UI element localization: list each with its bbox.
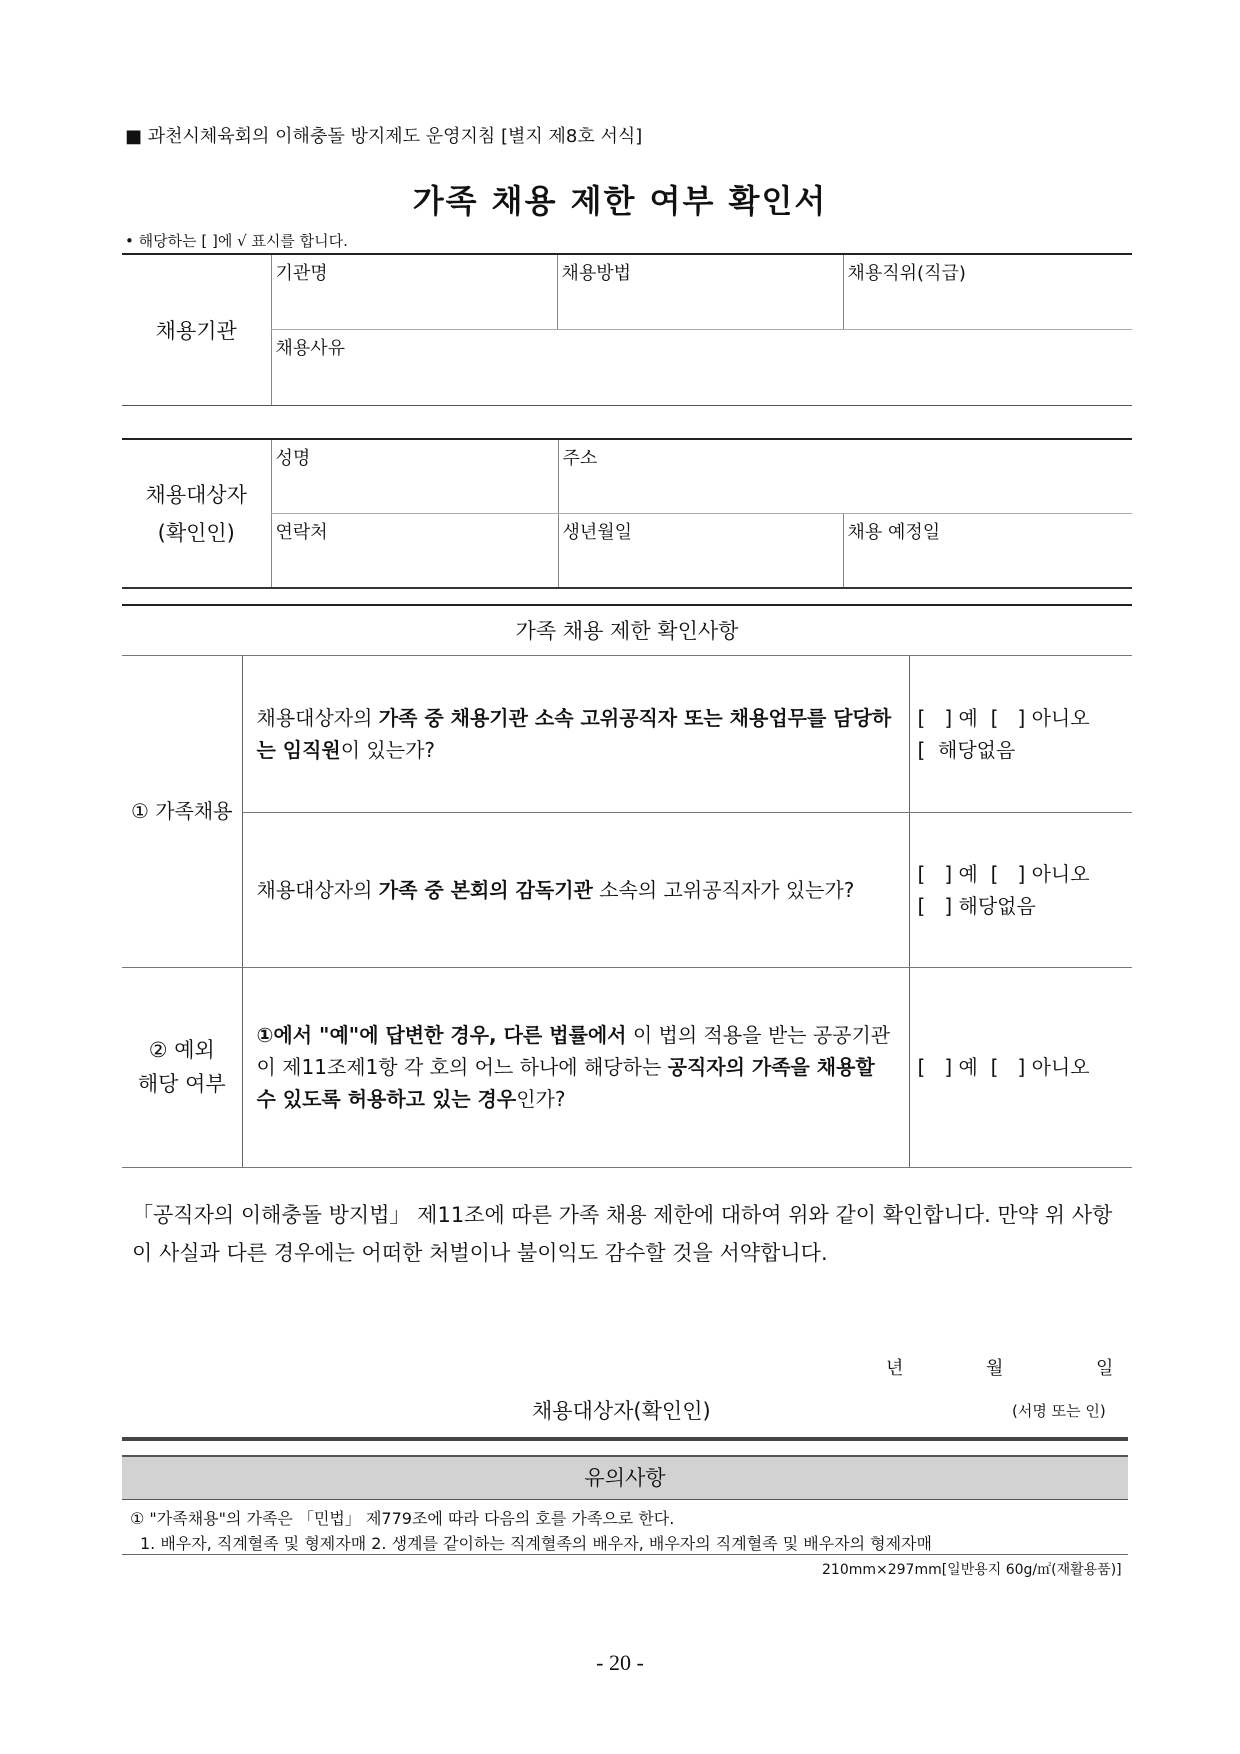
exception-label-line2: 해당 여부 — [137, 1072, 226, 1096]
question-3-options[interactable] — [909, 967, 1132, 1167]
exception-label — [122, 967, 242, 1167]
q1-yes-no-checkbox[interactable]: [ ] 예 [ ] 아니오 — [917, 705, 1090, 730]
birth-date-field[interactable] — [558, 513, 843, 588]
planned-date-field[interactable] — [843, 513, 1132, 588]
candidate-table — [122, 438, 1132, 589]
q3-yes-no-checkbox[interactable]: [ ] 예 [ ] 아니오 — [917, 1055, 1090, 1079]
candidate-label-line1: 채용대상자 — [145, 482, 247, 507]
contact-field[interactable] — [271, 513, 558, 588]
signature-field[interactable]: (서명 또는 인) — [1012, 1402, 1106, 1420]
notice-divider — [122, 1554, 1128, 1555]
pledge-text: 「공직자의 이해충돌 방지법」 제11조에 따른 가족 채용 제한에 대하여 위와 같이 확인합니다. 만약 위 사항이 사실과 다른 경우에는 어떠한 처벌이나 불이익도 감수할 것을 서약합니다. — [132, 1203, 1113, 1265]
institution-label: 채용기관 — [122, 254, 271, 405]
q1-not-applicable-checkbox[interactable]: [ 해당없음 — [917, 737, 1016, 762]
question-3: ①에서 "예"에 답변한 경우, 다른 법률에서 이 법의 적용을 받는 공공기관이 제11조제1항 각 호의 어느 하나에 해당하는 공직자의 가족을 채용할 수 있도록 허용하고 있는 경우인가? — [242, 967, 909, 1167]
page-number: - 20 - — [596, 1650, 644, 1675]
planned-date-label: 채용 예정일 — [847, 521, 941, 543]
signer-label: 채용대상자(확인인) — [532, 1399, 711, 1423]
address-field[interactable] — [558, 439, 1132, 513]
date-day: 일 — [1096, 1358, 1114, 1379]
institution-table — [122, 253, 1132, 406]
notice-line-1: ① "가족채용"의 가족은 「민법」 제779조에 따라 다음의 호를 가족으로 한다. — [130, 1509, 675, 1528]
paper-spec: 210mm×297mm[일반용지 60g/㎡(재활용품)] — [822, 1562, 1122, 1578]
birth-date-label: 생년월일 — [562, 521, 633, 543]
notice-title: 유의사항 — [122, 1455, 1128, 1500]
question-1-options[interactable] — [909, 655, 1132, 812]
candidate-label-line2: (확인인) — [157, 520, 235, 545]
name-field[interactable] — [271, 439, 558, 513]
hiring-method-field[interactable] — [557, 254, 843, 329]
candidate-label — [122, 439, 271, 588]
contact-label: 연락처 — [275, 521, 328, 543]
form-reference-note: ■ 과천시체육회의 이해충돌 방지제도 운영지침 [별지 제8호 서식] — [125, 126, 643, 147]
org-name-field[interactable] — [271, 254, 557, 329]
exception-label-line1: ② 예외 — [148, 1038, 215, 1062]
q2-not-applicable-checkbox[interactable]: [ ] 해당없음 — [917, 893, 1036, 918]
checklist-table — [122, 604, 1132, 1168]
question-2: 채용대상자의 가족 중 본회의 감독기관 소속의 고위공직자가 있는가? — [242, 812, 909, 967]
check-instruction: • 해당하는 [ ]에 √ 표시를 합니다. — [125, 232, 348, 250]
document-title: 가족 채용 제한 여부 확인서 — [412, 182, 828, 220]
hiring-method-label: 채용방법 — [561, 263, 632, 284]
hiring-reason-field[interactable] — [271, 329, 1132, 405]
family-hiring-label: ① 가족채용 — [122, 655, 242, 967]
divider — [122, 1437, 1128, 1441]
date-year: 년 — [886, 1358, 904, 1379]
name-label: 성명 — [275, 448, 311, 469]
position-field[interactable] — [843, 254, 1132, 329]
date-month: 월 — [986, 1358, 1004, 1379]
checklist-section-title: 가족 채용 제한 확인사항 — [122, 605, 1132, 655]
org-name-label: 기관명 — [275, 263, 328, 284]
question-2-options[interactable] — [909, 812, 1132, 967]
address-label: 주소 — [562, 448, 598, 469]
position-label: 채용직위(직급) — [847, 263, 966, 284]
q2-yes-no-checkbox[interactable]: [ ] 예 [ ] 아니오 — [917, 861, 1090, 886]
hiring-reason-label: 채용사유 — [275, 337, 346, 359]
notice-line-2: 1. 배우자, 직계혈족 및 형제자매 2. 생계를 같이하는 직계혈족의 배우자, 배우자의 직계혈족 및 배우자의 형제자매 — [140, 1534, 932, 1553]
question-1: 채용대상자의 가족 중 채용기관 소속 고위공직자 또는 채용업무를 담당하는 임직원이 있는가? — [242, 655, 909, 812]
